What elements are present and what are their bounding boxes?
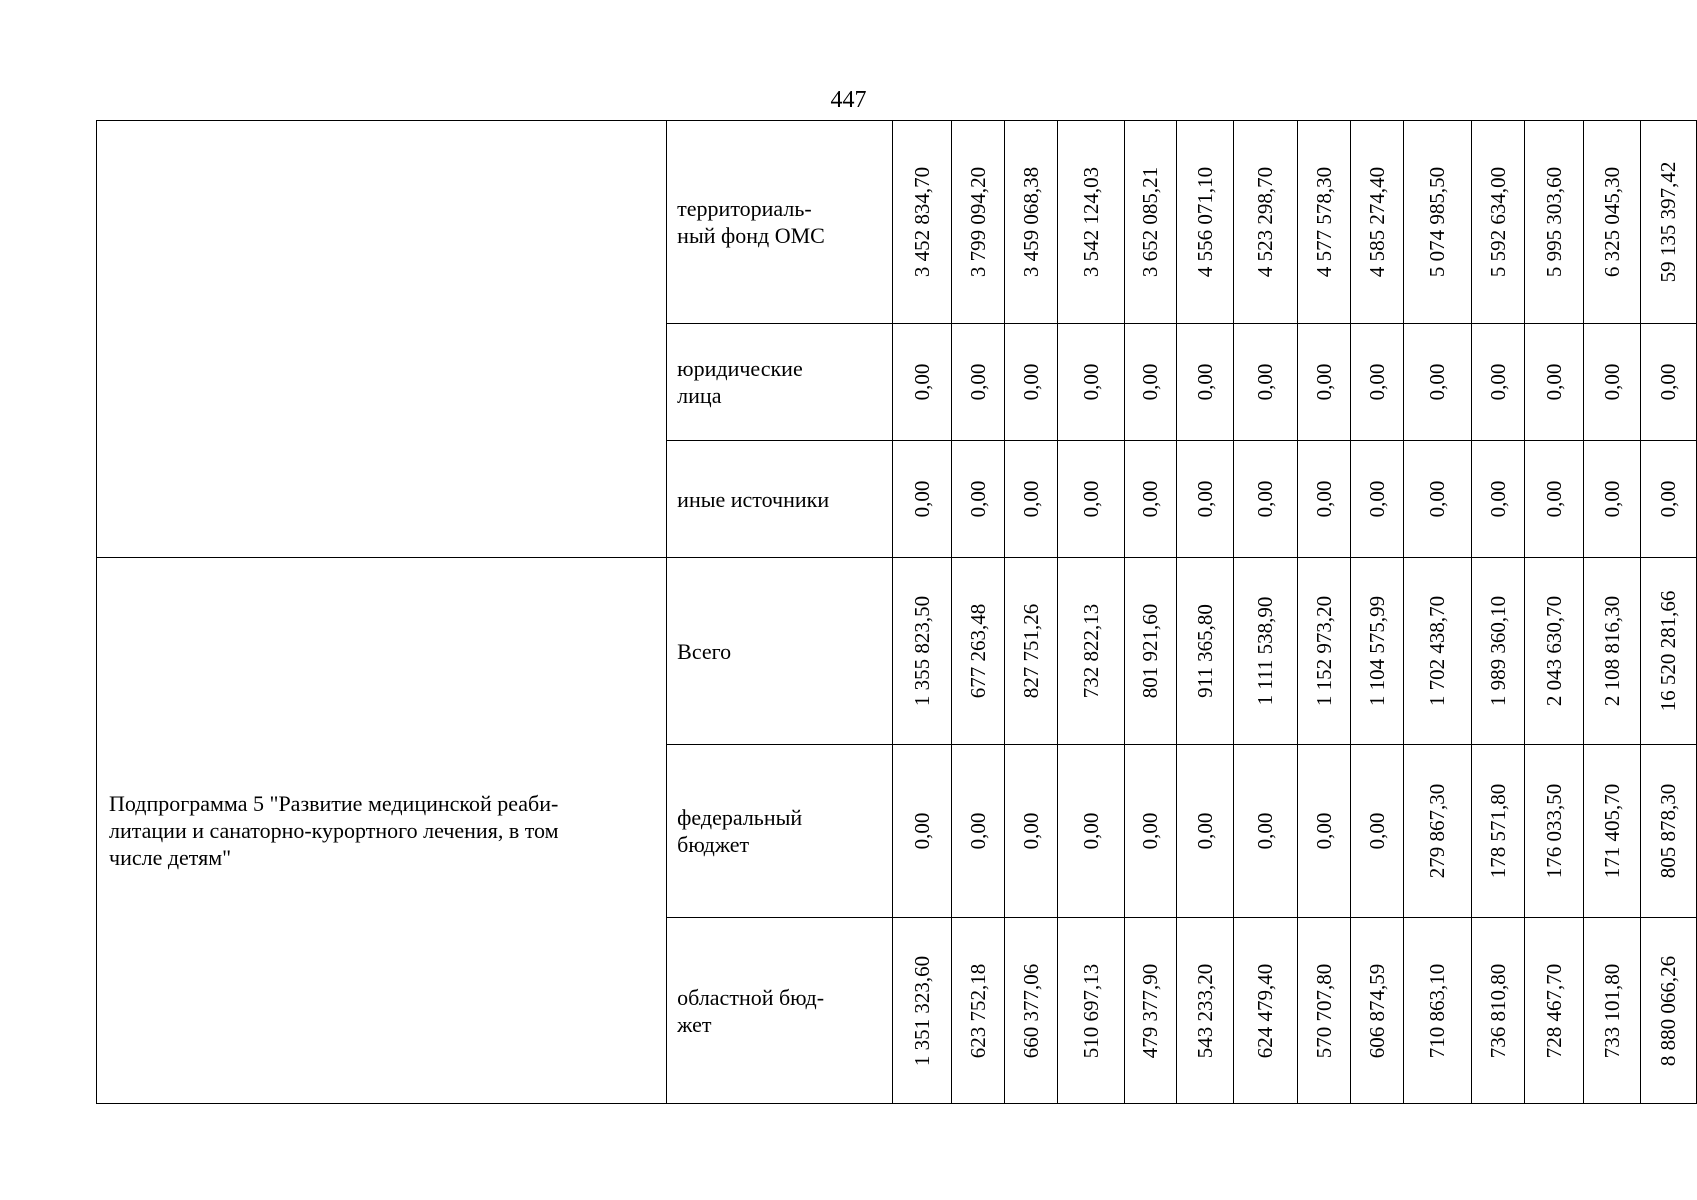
value-text: 0,00 — [1138, 363, 1163, 401]
value-cell — [1177, 441, 1234, 558]
value-cell — [1524, 324, 1583, 441]
value-cell — [1058, 324, 1124, 441]
value-text: 0,00 — [1425, 363, 1450, 401]
value-text: 0,00 — [909, 480, 934, 518]
value-text: 0,00 — [909, 363, 934, 401]
funding-source-label: областной бюд- жет — [677, 984, 825, 1037]
value-text: 623 752,18 — [965, 963, 990, 1058]
program-cell-empty — [97, 121, 667, 558]
value-text: 3 542 124,03 — [1079, 166, 1103, 278]
value-cell — [1234, 558, 1297, 745]
funding-source-cell — [667, 441, 893, 558]
value-cell — [1350, 324, 1403, 441]
value-text: 801 921,60 — [1138, 603, 1163, 699]
value-cell — [1471, 441, 1524, 558]
funding-source-cell — [667, 745, 893, 918]
value-cell — [1177, 324, 1234, 441]
value-cell — [893, 441, 951, 558]
value-cell — [1234, 918, 1297, 1104]
value-text: 0,00 — [1311, 812, 1336, 850]
value-cell — [1058, 558, 1124, 745]
value-text: 1 152 973,20 — [1311, 595, 1336, 707]
value-cell — [1640, 324, 1696, 441]
value-cell — [1177, 558, 1234, 745]
value-text: 0,00 — [1253, 812, 1278, 850]
value-cell — [1471, 324, 1524, 441]
value-cell — [1404, 441, 1471, 558]
value-cell — [1640, 121, 1696, 324]
value-text: 0,00 — [1542, 363, 1567, 401]
value-cell — [1234, 745, 1297, 918]
value-cell — [1005, 324, 1058, 441]
value-cell — [1234, 324, 1297, 441]
value-cell — [1297, 121, 1350, 324]
value-text: 710 863,10 — [1425, 963, 1450, 1058]
value-cell — [1524, 121, 1583, 324]
value-text: 171 405,70 — [1599, 783, 1624, 879]
value-cell — [1640, 441, 1696, 558]
value-text: 4 577 578,30 — [1311, 166, 1336, 278]
value-cell — [1005, 441, 1058, 558]
value-cell — [1124, 441, 1176, 558]
value-cell — [951, 121, 1004, 324]
value-text: 0,00 — [1365, 363, 1390, 401]
value-cell — [1640, 745, 1696, 918]
value-cell — [1177, 918, 1234, 1104]
value-text: 1 111 538,90 — [1253, 596, 1278, 706]
value-cell — [1404, 324, 1471, 441]
value-cell — [951, 324, 1004, 441]
value-text: 543 233,20 — [1193, 963, 1218, 1058]
value-cell — [1350, 121, 1403, 324]
value-text: 570 707,80 — [1311, 963, 1336, 1058]
funding-source-label: территориаль- ный фонд ОМС — [677, 196, 825, 248]
value-text: 4 523 298,70 — [1253, 166, 1278, 278]
budget-table — [96, 120, 1697, 1104]
value-text: 0,00 — [1656, 480, 1681, 518]
value-cell — [1640, 558, 1696, 745]
value-cell — [1177, 121, 1234, 324]
value-text: 2 043 630,70 — [1542, 595, 1567, 707]
value-text: 0,00 — [1079, 812, 1103, 850]
value-cell — [951, 918, 1004, 1104]
value-cell — [1471, 745, 1524, 918]
value-text: 677 263,48 — [965, 603, 990, 699]
value-cell — [1471, 121, 1524, 324]
value-text: 0,00 — [1311, 363, 1336, 401]
value-cell — [1350, 558, 1403, 745]
value-cell — [1350, 745, 1403, 918]
value-text: 6 325 045,30 — [1599, 166, 1624, 278]
value-cell — [1058, 121, 1124, 324]
value-cell — [1005, 121, 1058, 324]
value-text: 3 459 068,38 — [1019, 166, 1044, 278]
value-text: 176 033,50 — [1542, 783, 1567, 879]
value-text: 606 874,59 — [1365, 963, 1390, 1058]
value-text: 0,00 — [1253, 480, 1278, 518]
value-cell — [1584, 121, 1640, 324]
value-cell — [1124, 324, 1176, 441]
funding-source-cell — [667, 558, 893, 745]
subprogram-title-cell — [97, 558, 667, 1104]
page-number: 447 — [830, 87, 867, 113]
value-cell — [1640, 918, 1696, 1104]
value-text: 0,00 — [1365, 480, 1390, 518]
value-cell — [1350, 441, 1403, 558]
value-cell — [893, 121, 951, 324]
value-cell — [1524, 558, 1583, 745]
value-text: 0,00 — [1485, 480, 1510, 518]
value-text: 0,00 — [1019, 480, 1044, 518]
table-row — [97, 558, 1697, 745]
value-cell — [1584, 558, 1640, 745]
value-cell — [951, 558, 1004, 745]
funding-source-label: иные источники — [677, 486, 830, 512]
value-text: 0,00 — [1365, 812, 1390, 850]
value-text: 5 592 634,00 — [1485, 166, 1510, 278]
value-text: 510 697,13 — [1079, 963, 1103, 1058]
value-cell — [1471, 918, 1524, 1104]
value-cell — [1584, 918, 1640, 1104]
value-text: 3 452 834,70 — [909, 166, 934, 278]
value-cell — [893, 558, 951, 745]
value-text: 0,00 — [965, 363, 990, 401]
value-cell — [1524, 745, 1583, 918]
value-text: 624 479,40 — [1253, 963, 1278, 1058]
value-text: 736 810,80 — [1485, 963, 1510, 1058]
value-text: 660 377,06 — [1019, 963, 1044, 1058]
value-cell — [1524, 918, 1583, 1104]
value-cell — [1350, 918, 1403, 1104]
value-text: 0,00 — [965, 812, 990, 850]
value-text: 4 556 071,10 — [1193, 166, 1218, 278]
value-cell — [1297, 745, 1350, 918]
value-cell — [1058, 745, 1124, 918]
value-cell — [1058, 918, 1124, 1104]
value-cell — [951, 441, 1004, 558]
value-text: 0,00 — [1425, 480, 1450, 518]
value-text: 0,00 — [1542, 480, 1567, 518]
value-cell — [1404, 918, 1471, 1104]
value-text: 0,00 — [1253, 363, 1278, 401]
value-text: 911 365,80 — [1193, 604, 1218, 698]
value-cell — [1297, 441, 1350, 558]
value-text: 5 074 985,50 — [1425, 166, 1450, 278]
value-cell — [951, 745, 1004, 918]
value-text: 0,00 — [1138, 812, 1163, 850]
funding-source-label: юридические лица — [677, 356, 803, 408]
funding-source-label: Всего — [677, 638, 732, 664]
value-text: 178 571,80 — [1485, 783, 1510, 879]
value-cell — [1584, 324, 1640, 441]
value-cell — [1234, 441, 1297, 558]
value-cell — [1177, 745, 1234, 918]
value-cell — [1124, 918, 1176, 1104]
value-text: 279 867,30 — [1425, 783, 1450, 879]
value-text: 2 108 816,30 — [1599, 595, 1624, 707]
table-row — [97, 121, 1697, 324]
funding-source-cell — [667, 918, 893, 1104]
value-cell — [893, 918, 951, 1104]
funding-source-cell — [667, 121, 893, 324]
value-text: 8 880 066,26 — [1656, 955, 1681, 1066]
value-text: 0,00 — [1079, 480, 1103, 518]
value-cell — [1005, 745, 1058, 918]
value-cell — [1404, 745, 1471, 918]
value-text: 0,00 — [1193, 812, 1218, 850]
value-text: 0,00 — [1485, 363, 1510, 401]
value-text: 59 135 397,42 — [1656, 161, 1681, 283]
value-text: 805 878,30 — [1656, 783, 1681, 879]
value-text: 1 104 575,99 — [1365, 595, 1390, 707]
value-cell — [1584, 441, 1640, 558]
value-cell — [1297, 918, 1350, 1104]
value-text: 827 751,26 — [1019, 603, 1044, 699]
value-text: 0,00 — [1019, 363, 1044, 401]
value-cell — [1124, 558, 1176, 745]
value-text: 1 355 823,50 — [909, 595, 934, 707]
value-text: 0,00 — [965, 480, 990, 518]
value-text: 733 101,80 — [1599, 963, 1624, 1058]
value-cell — [893, 324, 951, 441]
value-cell — [1124, 745, 1176, 918]
value-text: 3 799 094,20 — [965, 166, 990, 278]
value-text: 0,00 — [1138, 480, 1163, 518]
value-text: 0,00 — [1193, 363, 1218, 401]
value-text: 0,00 — [1079, 363, 1103, 401]
value-text: 0,00 — [1599, 480, 1624, 518]
value-text: 0,00 — [1656, 363, 1681, 401]
value-cell — [1297, 324, 1350, 441]
value-text: 0,00 — [909, 812, 934, 850]
subprogram-title: Подпрограмма 5 "Развитие медицинской реаби- литации и санаторно-курортного лечения, в том числе детям" — [109, 791, 559, 870]
value-cell — [1124, 121, 1176, 324]
value-text: 1 351 323,60 — [909, 955, 934, 1066]
value-text: 479 377,90 — [1138, 963, 1163, 1058]
value-cell — [1584, 745, 1640, 918]
value-text: 16 520 281,66 — [1656, 590, 1681, 712]
value-cell — [1471, 558, 1524, 745]
value-cell — [1404, 121, 1471, 324]
value-cell — [1005, 918, 1058, 1104]
value-cell — [1005, 558, 1058, 745]
funding-source-label: федеральный бюджет — [677, 805, 803, 857]
value-cell — [1234, 121, 1297, 324]
value-text: 3 652 085,21 — [1138, 166, 1163, 278]
value-text: 0,00 — [1311, 480, 1336, 518]
funding-source-cell — [667, 324, 893, 441]
value-text: 0,00 — [1599, 363, 1624, 401]
value-text: 4 585 274,40 — [1365, 166, 1390, 278]
value-cell — [1297, 558, 1350, 745]
value-text: 5 995 303,60 — [1542, 166, 1567, 278]
value-cell — [1058, 441, 1124, 558]
value-text: 1 989 360,10 — [1485, 595, 1510, 707]
value-cell — [1524, 441, 1583, 558]
value-cell — [893, 745, 951, 918]
value-cell — [1404, 558, 1471, 745]
value-text: 732 822,13 — [1079, 603, 1103, 699]
value-text: 0,00 — [1193, 480, 1218, 518]
value-text: 728 467,70 — [1542, 963, 1567, 1058]
value-text: 0,00 — [1019, 812, 1044, 850]
value-text: 1 702 438,70 — [1425, 595, 1450, 707]
